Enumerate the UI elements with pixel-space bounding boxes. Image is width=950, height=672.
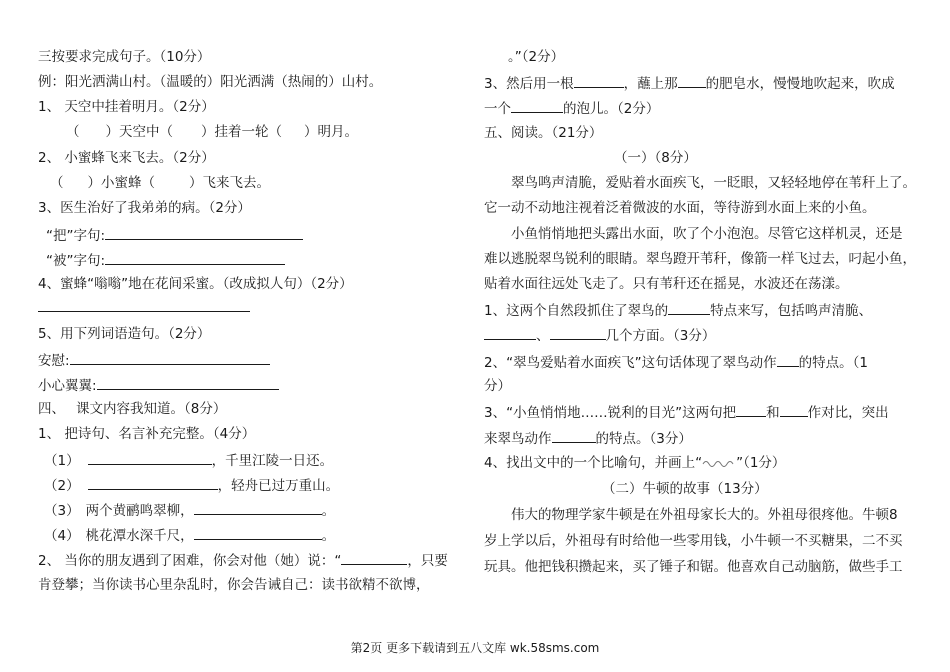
passage-1-line: 翠鸟鸣声清脆，爱贴着水面疾飞，一眨眼，又轻轻地停在苇秆上了。 (484, 175, 916, 191)
question-3-bubble-cont: 一个 的泡儿。（2分） (484, 98, 659, 118)
quote-2-end: 。”（2分） (508, 49, 565, 65)
quote-1-blank[interactable] (341, 550, 407, 565)
poem-line-3: （3） 两个黄鹂鸣翠柳， 。 (44, 500, 335, 520)
reading-question-3: 3、“小鱼悄悄地……锐利的目光”这两句把 和 作对比，突出 (484, 402, 889, 422)
reading-question-2: 2、“翠鸟爱贴着水面疾飞”这句话体现了翠鸟动作 的特点。（1 (484, 352, 868, 372)
passage-1-line: 贴着水面往远处飞走了。只有苇秆还在摇晃，水波还在荡漾。 (484, 276, 849, 292)
blank[interactable] (552, 428, 596, 443)
part-2-title: （二）牛顿的故事（13分） (602, 481, 768, 497)
word-1-line: 安慰: (38, 350, 270, 370)
poem-2-blank[interactable] (88, 475, 218, 490)
question-1-fill: （ ）天空中（ ）挂着一轮（ ）明月。 (66, 124, 358, 140)
passage-2-line: 玩具。他把钱积攒起来，买了锤子和锯。他喜欢自己动脑筋，做些手工 (484, 559, 903, 575)
poem-line-4: （4） 桃花潭水深千尺， 。 (44, 525, 335, 545)
section-4-question-2: 2、 当你的朋友遇到了困难，你会对他（她）说：“ ，只要 (38, 550, 448, 570)
blank[interactable] (550, 325, 606, 340)
section-3-title: 三按要求完成句子。（10分） (38, 49, 211, 65)
word-2-answer-blank[interactable] (97, 375, 279, 390)
personification-answer-blank[interactable] (38, 297, 250, 312)
blank[interactable] (736, 402, 766, 417)
page-footer: 第2页 更多下载请到五八文库 wk.58sms.com (350, 641, 600, 655)
ba-answer-blank[interactable] (105, 225, 303, 240)
question-3-bubble: 3、然后用一根 ，蘸上那 的肥皂水，慢慢地吹起来，吹成 (484, 73, 895, 93)
blank[interactable] (484, 325, 536, 340)
word-1-answer-blank[interactable] (70, 350, 270, 365)
passage-1-line: 小鱼悄悄地把头露出水面，吹了个小泡泡。尽管它这样机灵，还是 (484, 226, 903, 242)
reading-question-1: 1、这两个自然段抓住了翠鸟的 特点来写，包括鸣声清脆、 (484, 300, 872, 320)
part-1-title: （一）（8分） (614, 150, 697, 166)
blank[interactable] (780, 402, 808, 417)
question-2-fill: （ ）小蜜蜂（ ）飞来飞去。 (50, 175, 270, 191)
reading-question-2-cont: 分） (484, 378, 511, 394)
poem-3-blank[interactable] (194, 500, 322, 515)
blank[interactable] (777, 352, 799, 367)
question-4-answer-line (38, 297, 250, 317)
reading-question-3-cont: 来翠鸟动作 的特点。（3分） (484, 428, 692, 448)
blank[interactable] (511, 98, 563, 113)
poem-4-blank[interactable] (194, 525, 322, 540)
passage-1-line: 难以逃脱翠鸟锐利的眼睛。翠鸟蹬开苇秆，像箭一样飞过去，叼起小鱼， (484, 251, 916, 267)
poem-1-blank[interactable] (88, 450, 212, 465)
question-4: 4、蜜蜂“嗡嗡”地在花间采蜜。（改成拟人句）（2分） (38, 276, 353, 292)
bei-answer-blank[interactable] (105, 250, 285, 265)
question-5: 5、用下列词语造句。（2分） (38, 326, 211, 342)
question-2: 2、 小蜜蜂飞来飞去。（2分） (38, 150, 215, 166)
poem-line-1: （1） ，千里江陵一日还。 (44, 450, 333, 470)
reading-question-1-cont: 、 几个方面。（3分） (484, 325, 715, 345)
blank[interactable] (668, 300, 710, 315)
example-sentence: 例：阳光洒满山村。（温暖的）阳光洒满（热闹的）山村。 (38, 74, 383, 90)
wavy-underline-icon (702, 458, 736, 468)
passage-1-line: 它一动不动地注视着泛着微波的水面，等待游到水面上来的小鱼。 (484, 200, 876, 216)
section-4-question-2-cont: 肯登攀；当你读书心里杂乱时，你会告诫自己：读书欲精不欲博， (38, 577, 430, 593)
passage-2-line: 岁上学以后，外祖母有时给他一些零用钱，小牛顿一不买糖果，二不买 (484, 533, 903, 549)
question-1: 1、 天空中挂着明月。（2分） (38, 99, 215, 115)
bei-sentence-line: “被”字句: (46, 250, 285, 270)
blank[interactable] (574, 73, 624, 88)
blank[interactable] (678, 73, 706, 88)
poem-line-2: （2） ，轻舟已过万重山。 (44, 475, 339, 495)
section-4-title: 四、 课文内容我知道。（8分） (38, 401, 227, 417)
ba-sentence-line: “把”字句: (46, 225, 303, 245)
word-2-line: 小心翼翼: (38, 375, 279, 395)
passage-2-line: 伟大的物理学家牛顿是在外祖母家长大的。外祖母很疼他。牛顿8 (484, 507, 898, 523)
reading-question-4: 4、找出文中的一个比喻句，并画上“ ”（1分） (484, 455, 786, 471)
question-3: 3、医生治好了我弟弟的病。（2分） (38, 200, 251, 216)
section-5-title: 五、阅读。（21分） (484, 125, 603, 141)
section-4-question-1: 1、 把诗句、名言补充完整。（4分） (38, 426, 256, 442)
